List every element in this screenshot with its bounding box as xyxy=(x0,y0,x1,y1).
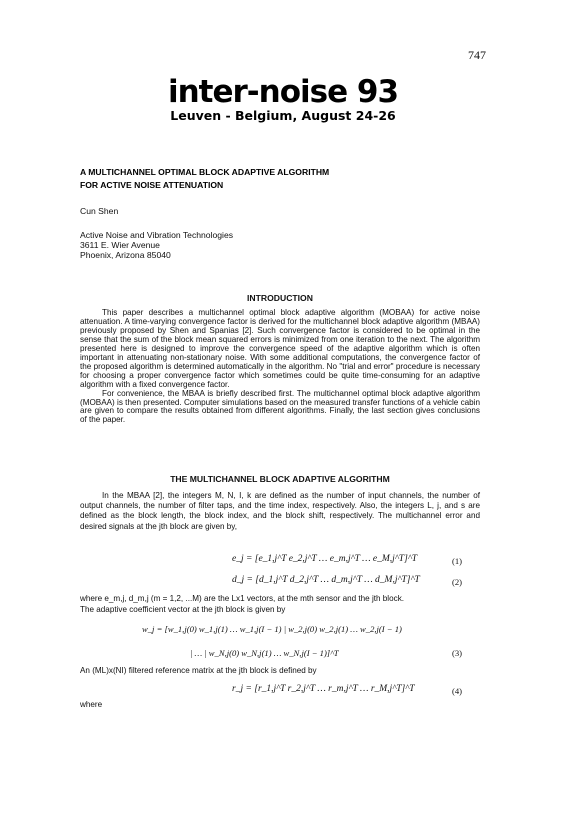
equation-1: e_j = [e_1,j^T e_2,j^T … e_m,j^T … e_M,j^T]^T xyxy=(232,554,418,564)
page-number: 747 xyxy=(468,48,486,62)
equation-number: (3) xyxy=(452,648,463,658)
mbaa-paragraph: In the MBAA [2], the integers M, N, I, k are defined as the number of input channels, the number of output channels, the number of filter taps, and the time index, respectively. Also, the integers L, j, and s are defined as the block length, the block index, and the block shift, respectively. The multichannel error and desired signals at the jth block are given by, xyxy=(80,491,480,531)
equation-3a: w_j = [w_1,j(0) w_1,j(1) … w_1,j(I − 1) | w_2,j(0) w_2,j(1) … w_2,j(I − 1) xyxy=(142,624,402,634)
affiliation-line: Active Noise and Vibration Technologies xyxy=(80,230,234,240)
intro-heading: INTRODUCTION xyxy=(247,293,313,303)
conference-subtitle: Leuven - Belgium, August 24-26 xyxy=(170,108,396,123)
where-line: where e_m,j, d_m,j (m = 1,2, ...M) are the Lx1 vectors, at the mth sensor and the jth block. xyxy=(80,594,405,603)
affiliation xyxy=(80,230,233,261)
equation-number: (2) xyxy=(452,577,463,587)
author-name: Cun Shen xyxy=(80,206,119,216)
paper-title xyxy=(80,166,329,191)
mbaa-heading: THE MULTICHANNEL BLOCK ADAPTIVE ALGORITHM xyxy=(170,474,390,484)
equation-number: (1) xyxy=(452,556,463,566)
affiliation-line: 3611 E. Wier Avenue xyxy=(80,240,160,251)
equation-4: r_j = [r_1,j^T r_2,j^T … r_m,j^T … r_M,j^T]^T xyxy=(232,684,415,694)
mbaa-body xyxy=(80,491,480,532)
equation-3b: | … | w_N,j(0) w_N,j(1) … w_N,j(I − 1)]^T xyxy=(190,648,339,658)
conference-title: inter-noise 93 xyxy=(167,74,399,110)
affiliation-line: Phoenix, Arizona 85040 xyxy=(80,250,171,261)
paper-title-line: FOR ACTIVE NOISE ATTENUATION xyxy=(80,179,224,190)
coef-line: The adaptive coefficient vector at the jth block is given by xyxy=(80,605,286,614)
paper-title-line: A MULTICHANNEL OPTIMAL BLOCK ADAPTIVE ALGORITHM xyxy=(80,167,330,177)
equation-2: d_j = [d_1,j^T d_2,j^T … d_m,j^T … d_M,j^T]^T xyxy=(232,575,420,585)
equation-number: (4) xyxy=(452,686,463,696)
filtered-line: An (ML)x(NI) filtered reference matrix at the jth block is defined by xyxy=(80,666,317,675)
where-label: where xyxy=(80,700,103,709)
intro-paragraph: For convenience, the MBAA is briefly described first. The multichannel optimal block adaptive algorithm (MOBAA) is then presented. Computer simulations based on the measured transfer functions of a vehicle cabin are given to compare the results obtained from different algorithms. Finally, the last section gives conclusions of the paper. xyxy=(80,388,480,425)
intro-paragraph: This paper describes a multichannel optimal block adaptive algorithm (MOBAA) for active noise attenuation. A time-varying convergence factor is derived for the multichannel block adaptive algorithm (MBAA) previously proposed by Shen and Spanias [2]. Such convergence factor is considered to be optimal in the sense that the sum of the block mean squared errors is minimized from one iteration to the next. The algorithm presented here is designed to improve the convergence speed of the adaptive algorithm which is often important in attenuating non-stationary noise. With some additional computations, the convergence factor of the proposed algorithm is determined automatically in the algorithm. No "trial and error" procedure is necessary for choosing a proper convergence factor which sometimes could be quite time-consuming for an adaptive algorithm with a fixed convergence factor. xyxy=(80,308,480,389)
intro-body xyxy=(80,309,480,425)
